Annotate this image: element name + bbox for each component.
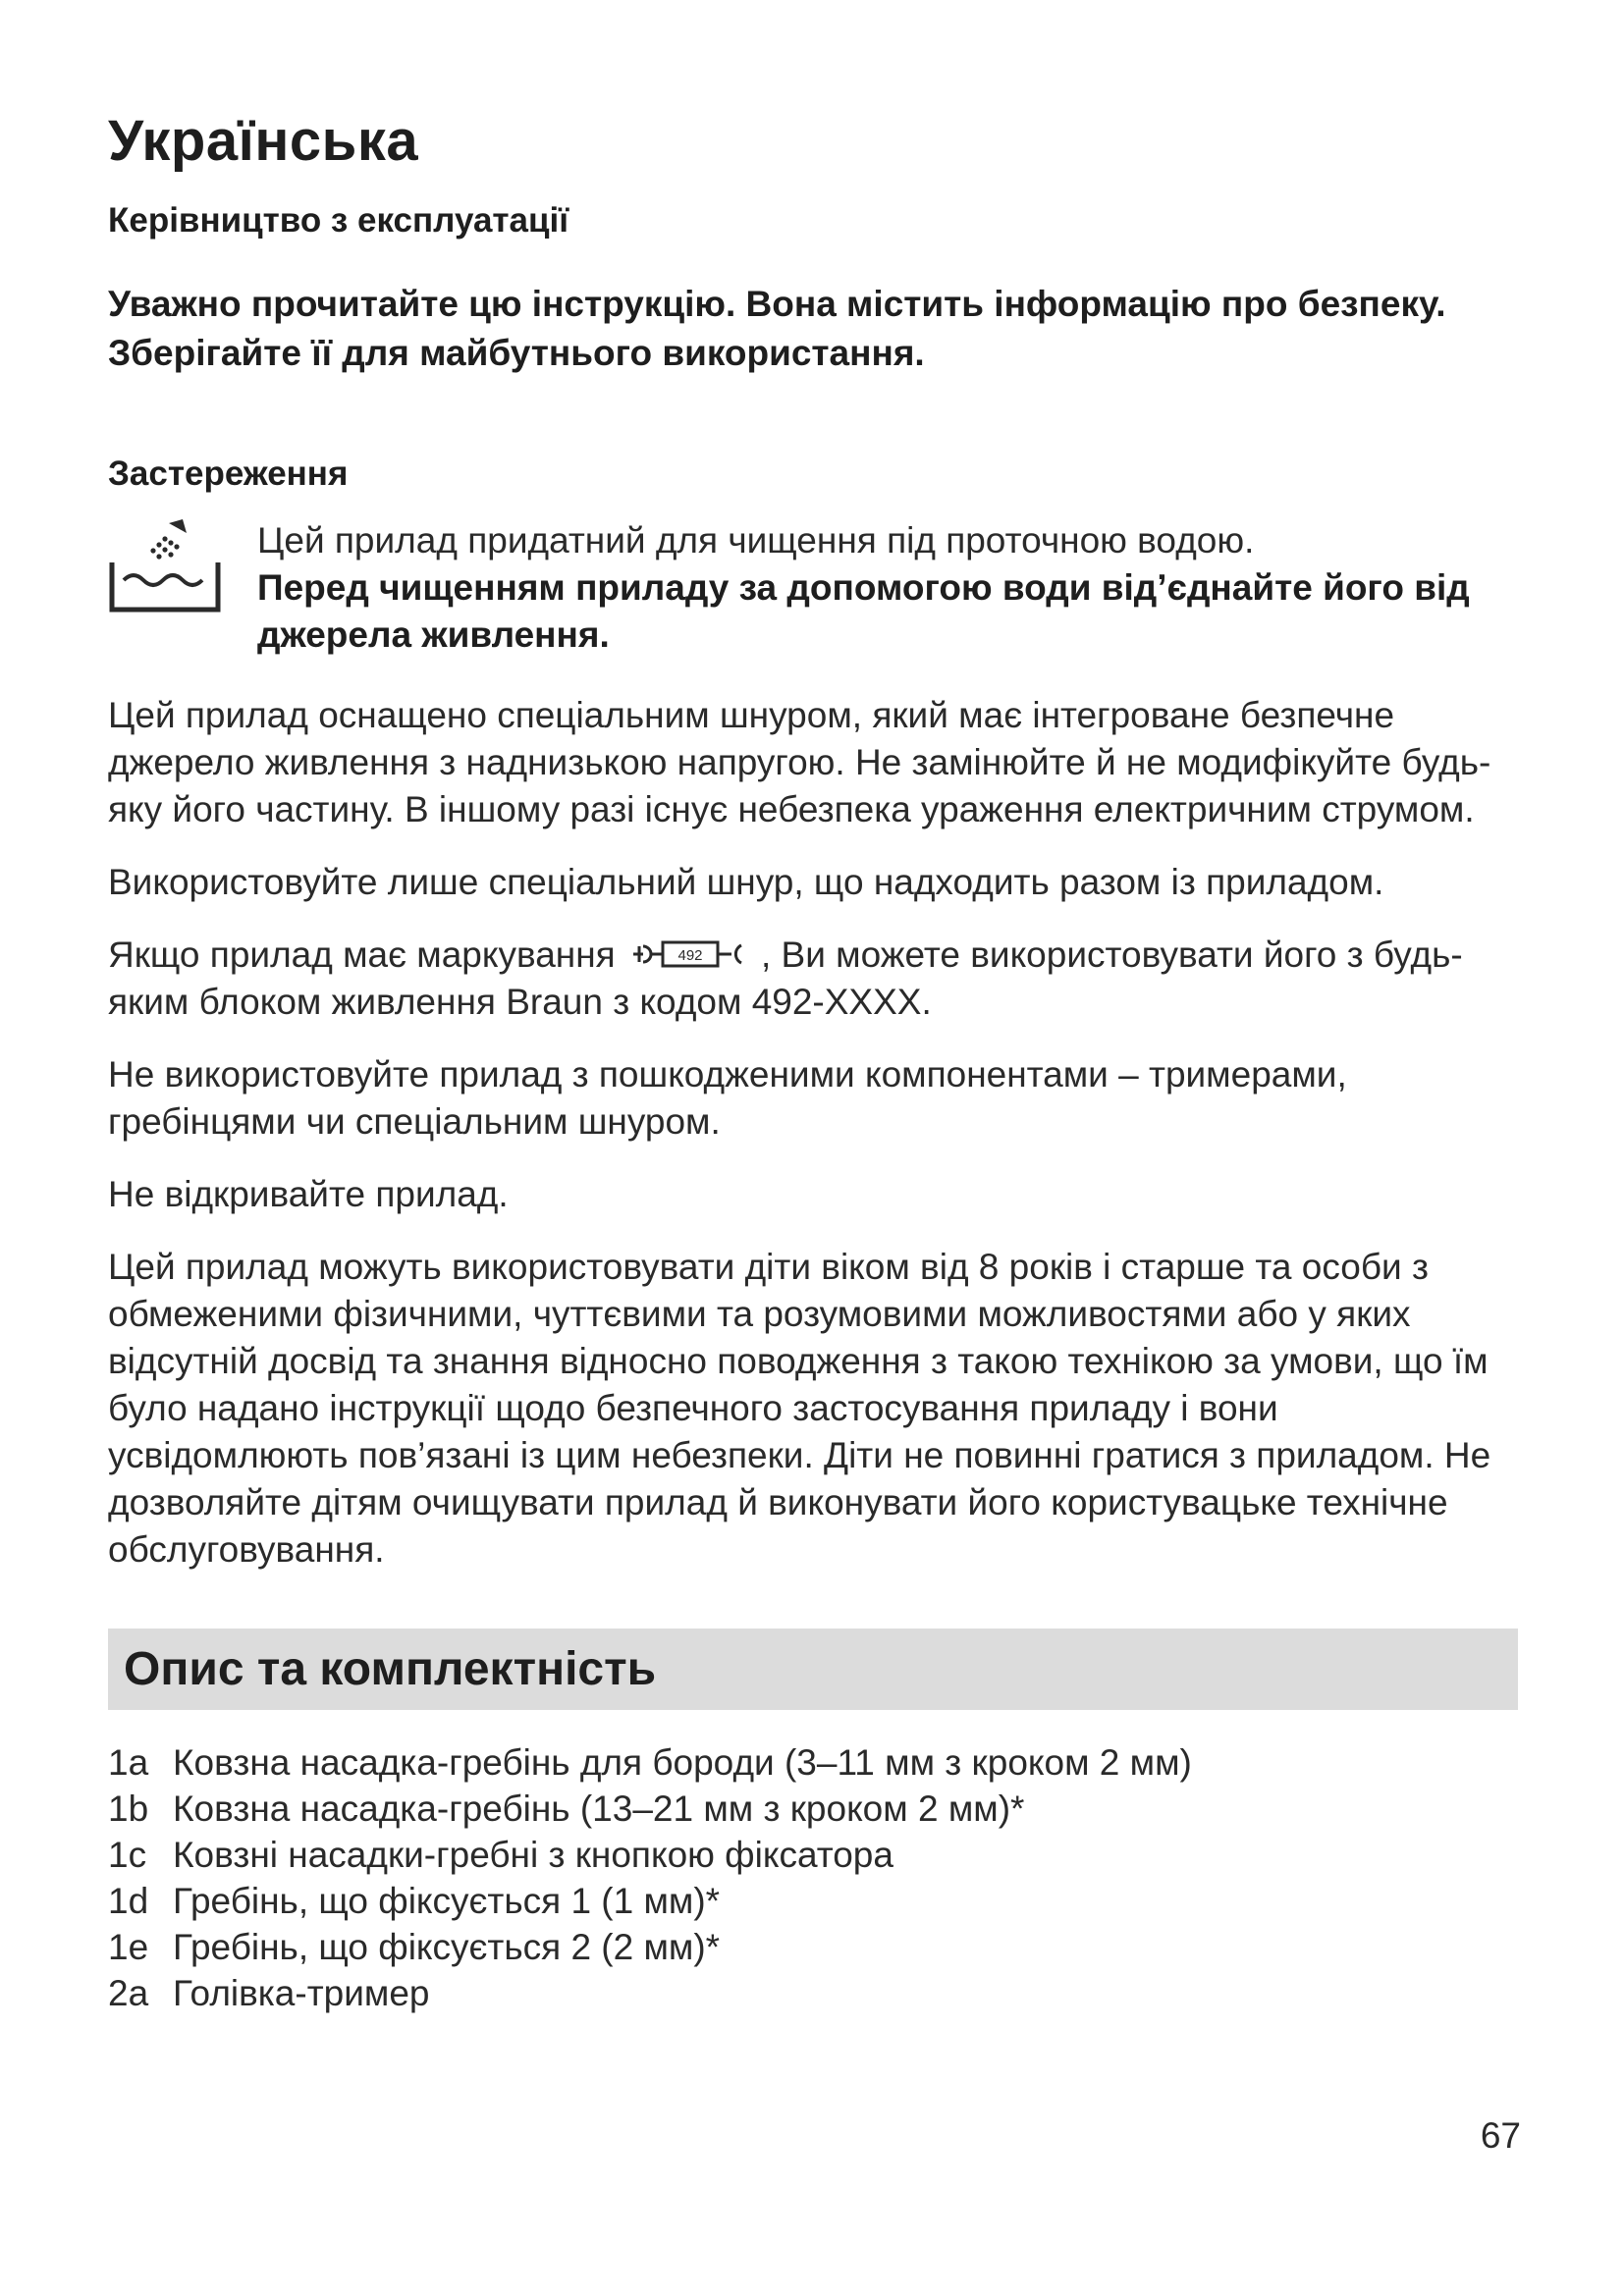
manual-page	[108, 108, 1522, 2016]
item-code: 1c	[108, 1835, 147, 1875]
warning-title: Застереження	[108, 454, 349, 493]
item-text: Гребінь, що фіксується 1 (1 мм)*	[173, 1881, 721, 1921]
list-item	[108, 1924, 1522, 1970]
warning-text	[257, 517, 1522, 659]
section-heading: Опис та комплектність	[108, 1629, 1518, 1710]
item-code: 1e	[108, 1927, 149, 1967]
item-text: Гребінь, що фіксується 2 (2 мм)*	[173, 1927, 721, 1967]
item-code: 2a	[108, 1973, 149, 2013]
list-item	[108, 1832, 1522, 1878]
list-item	[108, 1739, 1522, 1786]
paragraph-cord: Цей прилад оснащено спеціальним шнуром, який має інтегроване безпечне джерело живлення з наднизькою напругою. Не замінюйте й не модифікуйте будь-яку його частину. В іншому разі існує небезпека ураження електричним струмом.	[108, 695, 1491, 829]
list-item	[108, 1786, 1522, 1832]
connector-code-label: 492	[677, 947, 703, 964]
item-code: 1d	[108, 1881, 149, 1921]
parts-list	[108, 1739, 1522, 2016]
page-number: 67	[1480, 2115, 1521, 2156]
manual-subtitle: Керівництво з експлуатації	[108, 201, 569, 240]
item-text: Ковзна насадка-гребінь для бороди (3–11 мм з кроком 2 мм)	[173, 1742, 1192, 1783]
item-code: 1a	[108, 1742, 149, 1783]
paragraph-children: Цей прилад можуть використовувати діти віком від 8 років і старше та особи з обмеженими фізичними, чуттєвими та розумовими можливостями або у яких відсутній досвід та знання відносно поводження з такою технікою за умови, що їм було надано інструкції щодо безпечного застосування приладу і вони усвідомлюють пов’язані із цим небезпеки. Діти не повинні гратися з приладом. Не дозволяйте дітям очищувати прилад й виконувати його користувацьке технічне обслуговування.	[108, 1247, 1491, 1570]
item-text: Ковзні насадки-гребні з кнопкою фіксатора	[173, 1835, 893, 1875]
shower-wash-icon	[108, 517, 222, 615]
paragraph-cord-use: Використовуйте лише спеціальний шнур, що надходить разом із приладом.	[108, 862, 1384, 902]
paragraph-marking	[108, 932, 1522, 1026]
item-text: Голівка-тример	[173, 1973, 430, 2013]
marking-text-after: , Ви можете використовувати його з будь-яким блоком живлення Braun з кодом 492-XXXX.	[108, 934, 1463, 1022]
intro-text: Уважно прочитайте цю інструкцію. Вона містить інформацію про безпеку. Зберігайте її для майбутнього використання.	[108, 284, 1446, 373]
paragraph-damaged: Не використовуйте прилад з пошкодженими компонентами – тримерами, гребінцями чи спеціальним шнуром.	[108, 1054, 1347, 1142]
paragraph-open: Не відкривайте прилад.	[108, 1174, 509, 1214]
item-code: 1b	[108, 1789, 149, 1829]
item-text: Ковзна насадка-гребінь (13–21 мм з кроком 2 мм)*	[173, 1789, 1025, 1829]
warning-block	[108, 517, 1522, 659]
list-item	[108, 1970, 1522, 2016]
list-item	[108, 1878, 1522, 1924]
warning-bold-text: Перед чищенням приладу за допомогою води від’єднайте його від джерела живлення.	[257, 567, 1470, 655]
page-title: Українська	[108, 109, 419, 173]
braun-492-connector-icon	[629, 937, 757, 971]
marking-text-before: Якщо прилад має маркування	[108, 934, 616, 975]
warning-normal-text: Цей прилад придатний для чищення під проточною водою.	[257, 520, 1255, 561]
